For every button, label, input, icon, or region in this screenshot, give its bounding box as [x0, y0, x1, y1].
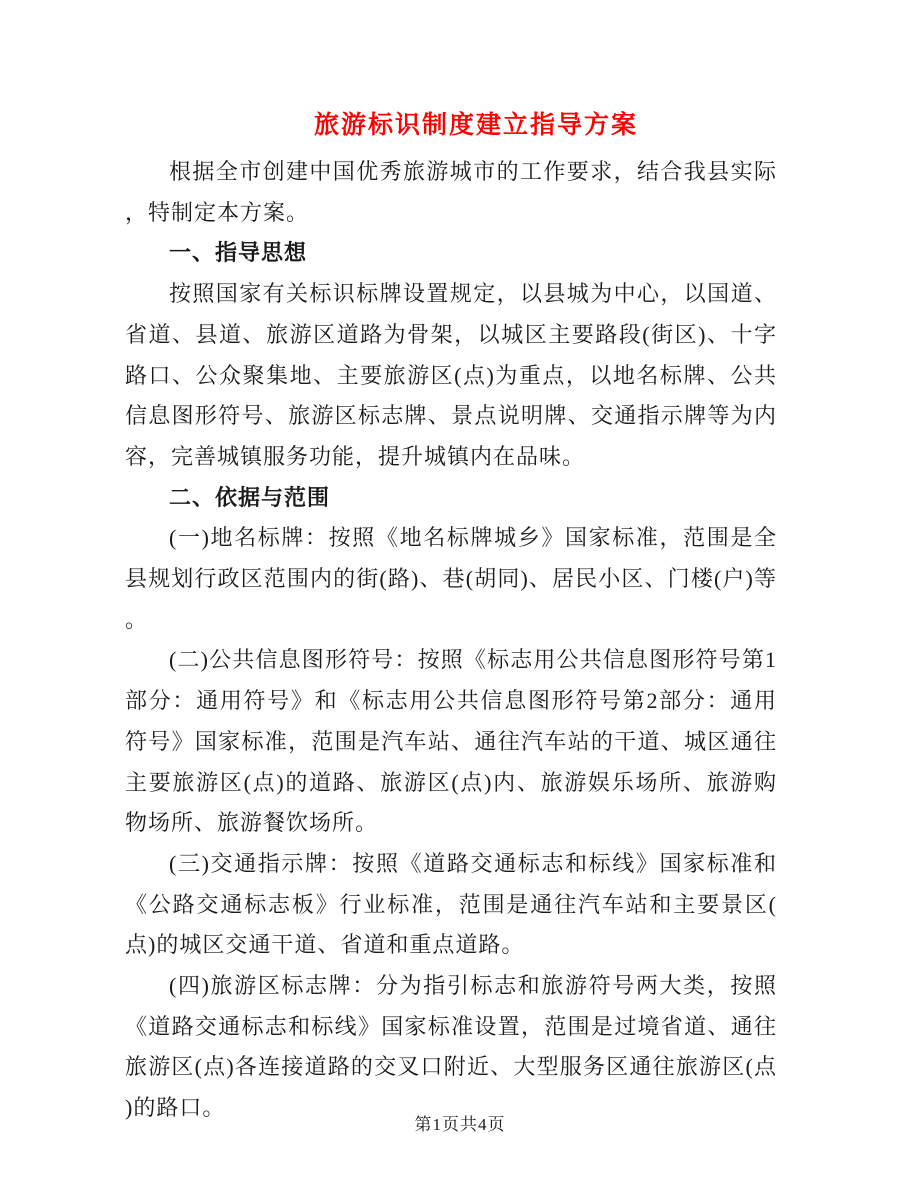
document-body: [125, 152, 777, 1129]
document-title: 旅游标识制度建立指导方案: [313, 112, 638, 139]
document-content: [125, 104, 777, 1129]
paragraph: (二)公共信息图形符号：按照《标志用公共信息图形符号第1部分：通用符号》和《标志用公共信息图形符号第2部分：通用符号》国家标准，范围是汽车站、通往汽车站的干道、城区通往主要旅游区(点)的道路、旅游区(点)内、旅游娱乐场所、旅游购物场所、旅游餐饮场所。: [125, 647, 777, 836]
section-heading: 一、指导思想: [169, 240, 308, 266]
paragraph: (一)地名标牌：按照《地名标牌城乡》国家标准，范围是全县规划行政区范围内的街(路)、巷(胡同)、居民小区、门楼(户)等。: [125, 525, 777, 632]
paragraph: (四)旅游区标志牌：分为指引标志和旅游符号两大类，按照《道路交通标志和标线》国家标准设置，范围是过境省道、通往旅游区(点)各连接道路的交叉口附近、大型服务区通往旅游区(点)的路口。: [125, 973, 777, 1121]
page-number-indicator: 第1页共4页: [414, 1115, 506, 1134]
paragraph: 根据全市创建中国优秀旅游城市的工作要求，结合我县实际，特制定本方案。: [125, 159, 777, 225]
section-heading: 二、依据与范围: [169, 484, 331, 510]
paragraph: 按照国家有关标识标牌设置规定，以县城为中心，以国道、省道、县道、旅游区道路为骨架，以城区主要路段(街区)、十字路口、公众聚集地、主要旅游区(点)为重点，以地名标牌、公共信息图形符号、旅游区标志牌、景点说明牌、交通指示牌等为内容，完善城镇服务功能，提升城镇内在品味。: [125, 281, 777, 469]
paragraph: (三)交通指示牌：按照《道路交通标志和标线》国家标准和《公路交通标志板》行业标准，范围是通往汽车站和主要景区(点)的城区交通干道、省道和重点道路。: [125, 850, 777, 958]
